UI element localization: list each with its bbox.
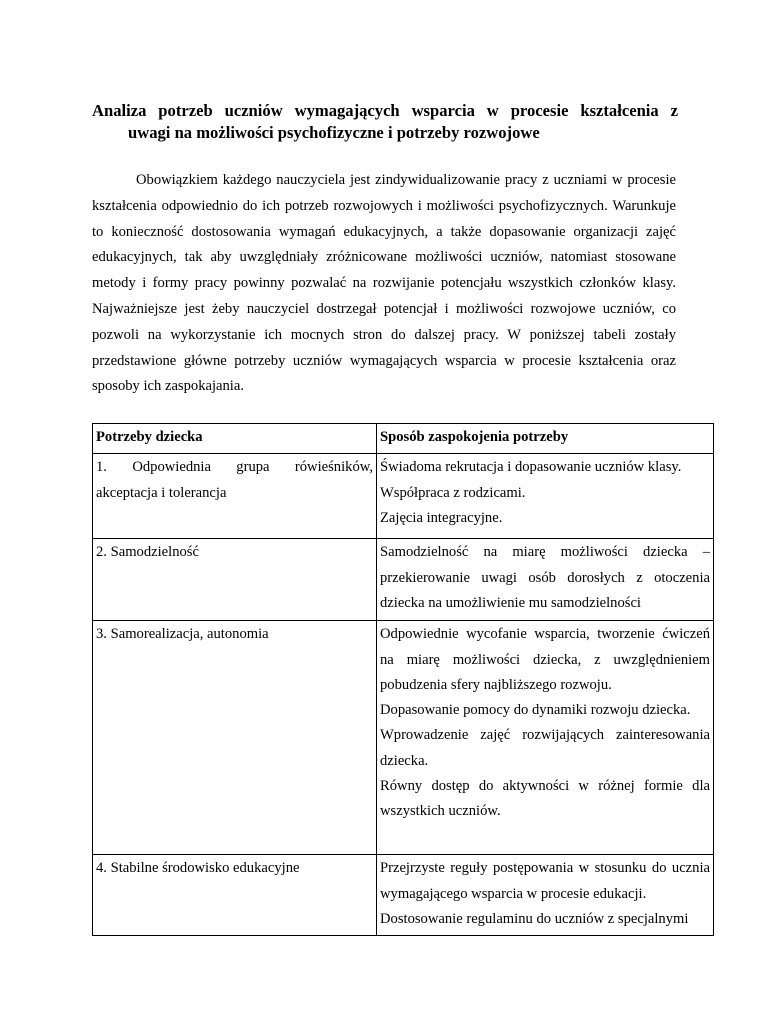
need-text: 3. Samorealizacja, autonomia xyxy=(96,626,269,643)
way-text: Równy dostęp do aktywności w różnej formie dla wszystkich uczniów. xyxy=(380,778,710,820)
table-header-row xyxy=(93,424,714,454)
ways-cell xyxy=(377,621,714,855)
need-cell xyxy=(93,454,377,539)
way-text: Samodzielność na miarę możliwości dziecka – przekierowanie uwagi osób dorosłych z otoczenia dziecka na umożliwienie mu samodzielności xyxy=(380,544,710,611)
way-text: Dostosowanie regulaminu do uczniów z specjalnymi xyxy=(380,910,689,927)
needs-table xyxy=(92,423,714,936)
table-row xyxy=(93,539,714,621)
table-row xyxy=(93,454,714,539)
need-text: 2. Samodzielność xyxy=(96,544,199,561)
need-cell xyxy=(93,621,377,855)
header-needs: Potrzeby dziecka xyxy=(93,424,377,454)
intro-paragraph: Obowiązkiem każdego nauczyciela jest zindywidualizowanie pracy z uczniami w procesie kształcenia odpowiednio do ich potrzeb rozwojowych i możliwości psychofizycznych. Warunkuje to konieczność dostosowania wymagań edukacyjnych, a także dopasowanie organizacji zajęć edukacyjnych, tak aby uwzględniały zróżnicowane możliwości uczniów, natomiast stosowane metody i formy pracy powinny pozwalać na rozwijanie potencjału wszystkich członków klasy. Najważniejsze jest żeby nauczyciel dostrzegał potencjał i możliwości rozwojowe uczniów, co pozwoli na wykorzystanie ich mocnych stron do dalszej pracy. W poniższej tabeli zostały przedstawione główne potrzeby uczniów wymagających wsparcia w procesie kształcenia oraz sposoby ich zaspokajania. xyxy=(92,172,676,395)
need-text: 1. Odpowiednia grupa rówieśników, akceptacja i tolerancja xyxy=(96,459,373,501)
title-line-1: Analiza potrzeb uczniów wymagających wsparcia w procesie kształcenia z xyxy=(92,101,678,120)
way-text: Dopasowanie pomocy do dynamiki rozwoju dziecka. xyxy=(380,702,691,719)
need-cell xyxy=(93,855,377,936)
ways-cell xyxy=(377,539,714,621)
way-text: Współpraca z rodzicami. xyxy=(380,484,526,501)
header-ways: Sposób zaspokojenia potrzeby xyxy=(377,424,714,454)
need-cell xyxy=(93,539,377,621)
way-text: Wprowadzenie zajęć rozwijających zainteresowania dziecka. xyxy=(380,727,710,769)
way-text: Świadoma rekrutacja i dopasowanie uczniów klasy. xyxy=(380,459,682,476)
way-text: Przejrzyste reguły postępowania w stosunku do ucznia wymagającego wsparcia w procesie edukacji. xyxy=(380,860,710,902)
ways-cell xyxy=(377,855,714,936)
ways-cell xyxy=(377,454,714,539)
document-title xyxy=(92,100,678,144)
need-text: 4. Stabilne środowisko edukacyjne xyxy=(96,860,300,877)
title-line-2: uwagi na możliwości psychofizyczne i potrzeby rozwojowe xyxy=(128,123,540,142)
table-row xyxy=(93,855,714,936)
way-text: Zajęcia integracyjne. xyxy=(380,509,503,526)
way-text: Odpowiednie wycofanie wsparcia, tworzenie ćwiczeń na miarę możliwości dziecka, z uwzględnieniem pobudzenia sfery najbliższego rozwoju. xyxy=(380,626,710,693)
table-row xyxy=(93,621,714,855)
